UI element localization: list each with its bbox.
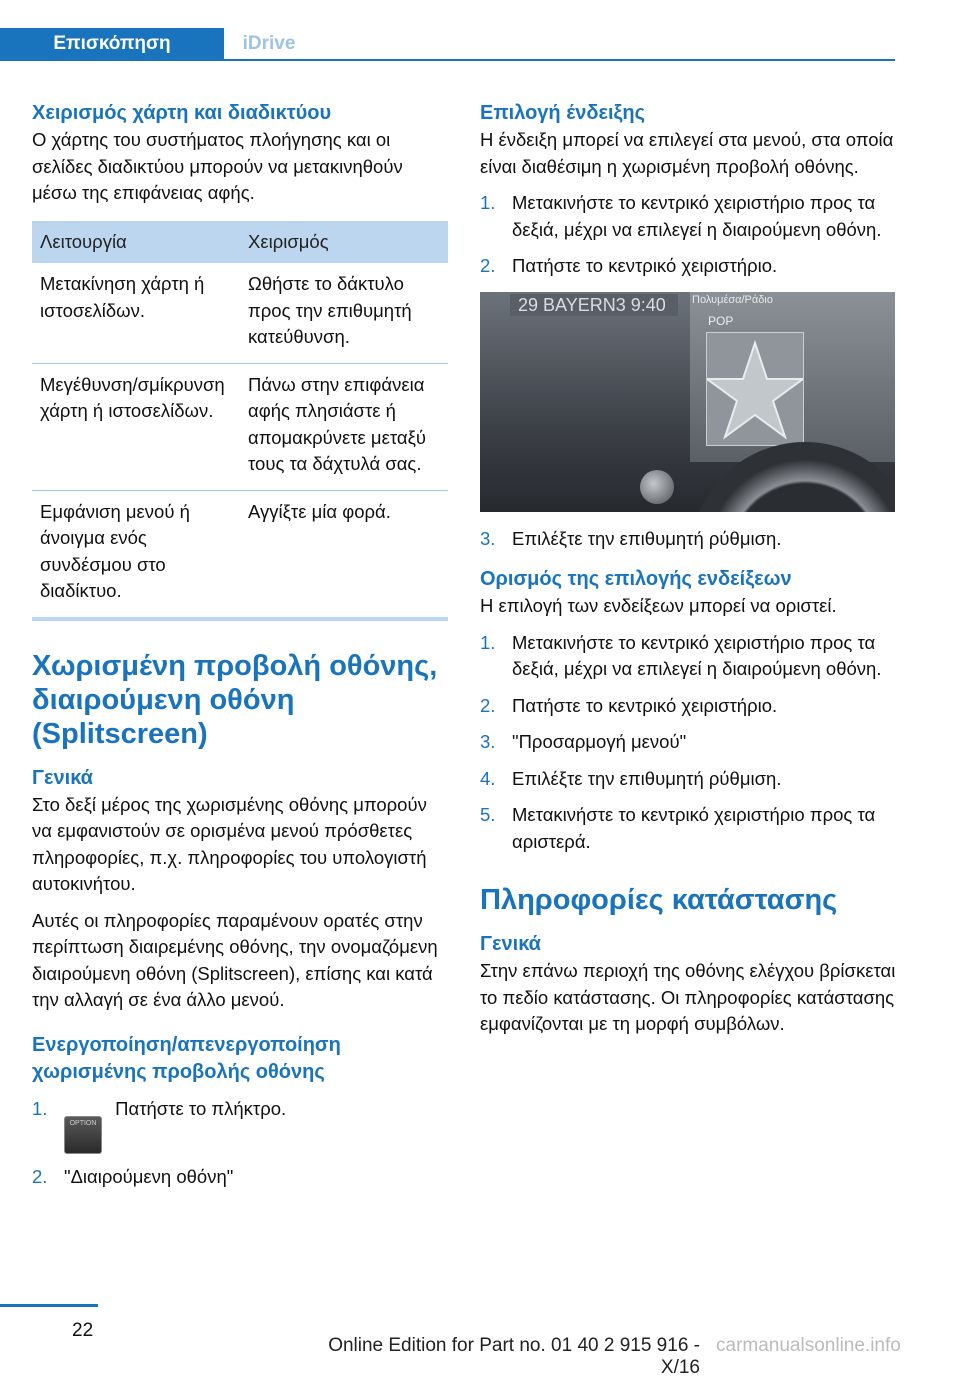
control-display-screenshot	[480, 292, 895, 512]
list-item	[480, 766, 896, 793]
table-row	[32, 490, 448, 619]
step-text: "Προσαρμογή μενού"	[512, 731, 687, 752]
paragraph-status-info: Στην επάνω περιοχή της οθόνης ελέγχου βρίσκεται το πεδίο κατάστασης. Οι πληροφορίες κατάστασης εμφανίζονται με τη μορφή συμβόλων.	[480, 960, 896, 1034]
top-navigation	[0, 28, 895, 60]
edition-footer: Online Edition for Part no. 01 40 2 915 916 - X/16	[328, 1335, 700, 1378]
list-item	[480, 630, 896, 683]
footer-divider	[0, 1304, 98, 1307]
table-cell: Εμφάνιση μενού ή άνοιγμα ενός συνδέσμου στο διαδίκτυο.	[32, 490, 240, 619]
list-item	[32, 1164, 448, 1191]
step-list	[480, 526, 896, 553]
paragraph-map-handling: Ο χάρτης του συστήματος πλοήγησης και οι σελίδες διαδικτύου μπορούν να μετακινηθούν μέσω της επιφάνειας αφής.	[32, 129, 403, 203]
list-item	[480, 526, 896, 553]
step-number: 1.	[32, 1097, 48, 1119]
step-text: "Διαιρούμενη οθόνη"	[64, 1165, 234, 1187]
screen-panel-title: Πολυμέσα/Ράδιο	[692, 293, 773, 306]
step-text: Μετακινήστε το κεντρικό χειριστήριο προς τα δεξιά, μέχρι να επιλεγεί η διαιρούμενη οθόνη.	[512, 631, 882, 679]
table-row	[32, 263, 448, 363]
section-title-status-info: Πληροφορίες κατάστασης	[480, 884, 838, 916]
table-cell: Ωθήστε το δάκτυλο προς την επιθυμητή κατεύθυνση.	[240, 263, 448, 363]
table-header-function: Λειτουργία	[32, 221, 240, 264]
list-item	[480, 253, 896, 280]
step-number: 1.	[480, 631, 496, 653]
right-column	[480, 100, 896, 1048]
step-list	[480, 630, 896, 856]
step-text: Μετακινήστε το κεντρικό χειριστήριο προς τα δεξιά, μέχρι να επιλεγεί η διαιρούμενη οθόνη.	[512, 192, 882, 240]
screen-panel-item: POP	[708, 313, 734, 328]
section-title-map-handling: Χειρισμός χάρτη και διαδικτύου	[32, 102, 332, 124]
table-header-operation: Χειρισμός	[240, 221, 448, 264]
step-list	[32, 1096, 448, 1191]
step-text: Πατήστε το κεντρικό χειριστήριο.	[512, 255, 778, 276]
tab-idrive[interactable]: iDrive	[242, 33, 296, 54]
paragraph-select-display: Η ένδειξη μπορεί να επιλεγεί στα μενού, στα οποία είναι διαθέσιμη η χωρισμένη προβολή οθόνης.	[480, 129, 894, 177]
table-cell: Αγγίξτε μία φορά.	[240, 490, 448, 619]
header-divider	[0, 59, 895, 61]
step-number: 3.	[480, 731, 496, 752]
step-text: Πατήστε το κεντρικό χειριστήριο.	[512, 694, 778, 716]
step-number: 2.	[480, 255, 496, 276]
step-number: 2.	[32, 1165, 48, 1187]
list-item	[480, 190, 896, 243]
step-text: Επιλέξτε την επιθυμητή ρύθμιση.	[512, 527, 782, 549]
table-cell: Μετακίνηση χάρτη ή ιστοσελίδων.	[32, 263, 240, 363]
table-cell: Πάνω στην επιφάνεια αφής πλησιάστε ή απομακρύνετε μεταξύ τους τα δάχτυλά σας.	[240, 363, 448, 490]
subsection-title-general: Γενικά	[32, 766, 93, 789]
paragraph-splitscreen-1: Στο δεξί μέρος της χωρισμένης οθόνης μπορούν να εμφανιστούν σε ορισμένα μενού πρόσθετες πληροφορίες, π.χ. πληροφορίες του υπολογιστή αυτοκινήτου.	[32, 793, 427, 894]
step-text: Επιλέξτε την επιθυμητή ρύθμιση.	[512, 767, 782, 789]
controller-knob-icon	[640, 470, 674, 504]
table-row	[32, 363, 448, 490]
function-table	[32, 221, 448, 621]
step-number: 4.	[480, 767, 496, 789]
step-text: Πατήστε το πλήκτρο.	[115, 1097, 287, 1119]
list-item	[480, 802, 896, 855]
step-text: Μετακινήστε το κεντρικό χειριστήριο προς τα αριστερά.	[512, 804, 876, 852]
tab-overview[interactable]: Επισκόπηση	[0, 28, 224, 60]
step-number: 3.	[480, 527, 496, 549]
paragraph-splitscreen-2: Αυτές οι πληροφορίες παραμένουν ορατές στην περίπτωση διαιρεμένης οθόνης, την ονομαζόμενη διαιρούμενη οθόνη (Splitscreen), επίσης και κατά την αλλαγή σε ένα άλλο μενού.	[32, 909, 438, 1010]
subsection-title-general: Γενικά	[480, 933, 541, 955]
step-number: 1.	[480, 192, 496, 213]
paragraph-define-selection: Η επιλογή των ενδείξεων μπορεί να οριστεί.	[480, 595, 837, 616]
screen-status-text: 29 BAYERN3 9:40	[510, 294, 678, 316]
step-number: 2.	[480, 694, 496, 716]
step-number: 5.	[480, 804, 496, 825]
album-art-star-icon	[706, 332, 804, 446]
page-number: 22	[72, 1320, 94, 1341]
section-title-select-display: Επιλογή ένδειξης	[480, 102, 646, 124]
list-item	[480, 729, 896, 756]
section-title-splitscreen: Χωρισμένη προβολή οθόνης, διαιρούμενη οθόνη (Splitscreen)	[32, 649, 438, 750]
left-column	[32, 100, 448, 1202]
section-title-define-selection: Ορισμός της επιλογής ενδείξεων	[480, 568, 792, 590]
step-list	[480, 190, 896, 280]
table-cell: Μεγέθυνση/σμίκρυνση χάρτη ή ιστοσελίδων.	[32, 363, 240, 490]
list-item	[32, 1096, 448, 1154]
watermark: carmanualsonline.info	[716, 1335, 901, 1356]
section-title-toggle-splitscreen: Ενεργοποίηση/απενεργοποίηση χωρισμένης προβολής οθόνης	[32, 1033, 341, 1083]
list-item	[480, 693, 896, 720]
option-button-icon: OPTION	[64, 1116, 102, 1154]
